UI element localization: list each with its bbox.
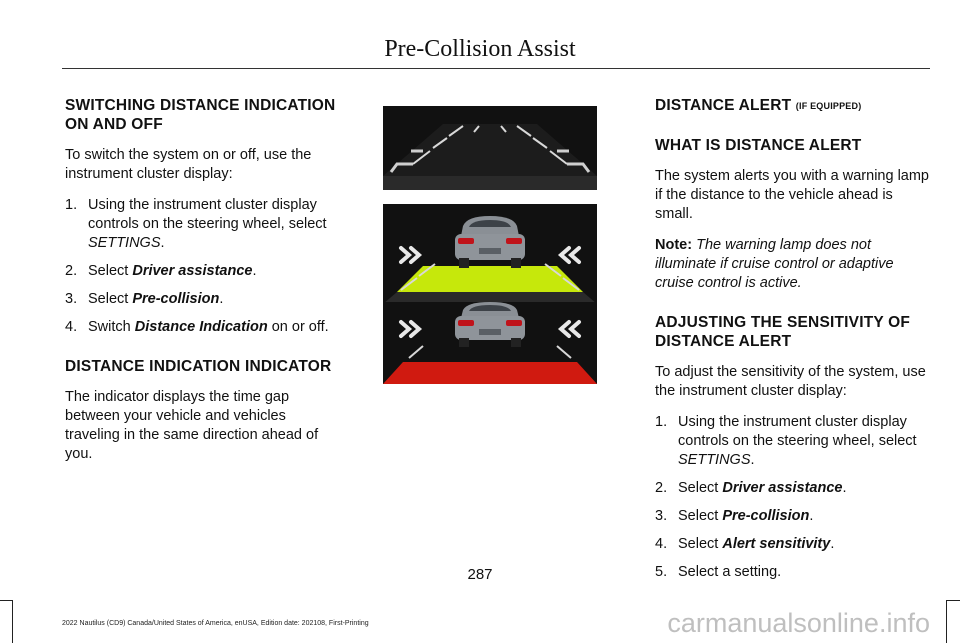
figures-column: [383, 106, 597, 400]
paragraph-adjust-intro: To adjust the sensitivity of the system, use the instrument cluster display:: [655, 364, 926, 399]
road-figure-empty: [383, 106, 597, 190]
section-heading-distance-alert: DISTANCE ALERT (IF EQUIPPED): [655, 97, 862, 114]
paragraph-indicator: The indicator displays the time gap between your vehicle and vehicles traveling in the same direction ahead of you.: [65, 389, 319, 462]
crop-mark: [946, 600, 947, 643]
road-figure-red: [383, 302, 597, 386]
paragraph-alerts: The system alerts you with a warning lamp if the distance to the vehicle ahead is small.: [655, 168, 929, 222]
section-heading-adjusting: ADJUSTING THE SENSITIVITY OF DISTANCE ALERT: [655, 314, 911, 350]
crop-mark: [12, 600, 13, 643]
page-title: Pre-Collision Assist: [384, 36, 576, 62]
crop-mark: [946, 600, 960, 601]
list-item: 2. Select Driver assistance.: [655, 480, 847, 496]
footer-text: 2022 Nautilus (CD9) Canada/United States of America, enUSA, Edition date: 202108, First-Printing: [62, 620, 369, 627]
section-heading-switching: SWITCHING DISTANCE INDICATION ON AND OFF: [65, 97, 336, 133]
page-number: 287: [467, 566, 493, 583]
watermark: carmanualsonline.info: [667, 608, 930, 638]
header-rule: [62, 68, 930, 69]
list-item: 4. Select Alert sensitivity.: [655, 536, 835, 552]
list-item: 3. Select Pre-collision.: [655, 508, 814, 524]
column-right: [655, 96, 930, 594]
section-heading-indicator: DISTANCE INDICATION INDICATOR: [65, 358, 332, 375]
steps-list: [655, 413, 930, 582]
list-item: 2. Select Driver assistance.: [65, 263, 257, 279]
note: Note: The warning lamp does not illuminate if cruise control or adaptive cruise control is active.: [655, 237, 894, 291]
crop-mark: [0, 600, 12, 601]
column-left: [65, 96, 340, 476]
section-heading-what-is: WHAT IS DISTANCE ALERT: [655, 137, 862, 154]
road-figure-green: [383, 204, 597, 288]
list-item: 1. Using the instrument cluster display controls on the steering wheel, select SETTINGS.: [655, 414, 917, 468]
list-item: 1. Using the instrument cluster display controls on the steering wheel, select SETTINGS.: [65, 197, 327, 251]
list-item: 4. Switch Distance Indication on or off.: [65, 319, 329, 335]
list-item: 3. Select Pre-collision.: [65, 291, 224, 307]
steps-list: [65, 196, 340, 337]
paragraph-intro: To switch the system on or off, use the instrument cluster display:: [65, 147, 312, 182]
list-item: 5. Select a setting.: [655, 564, 782, 580]
